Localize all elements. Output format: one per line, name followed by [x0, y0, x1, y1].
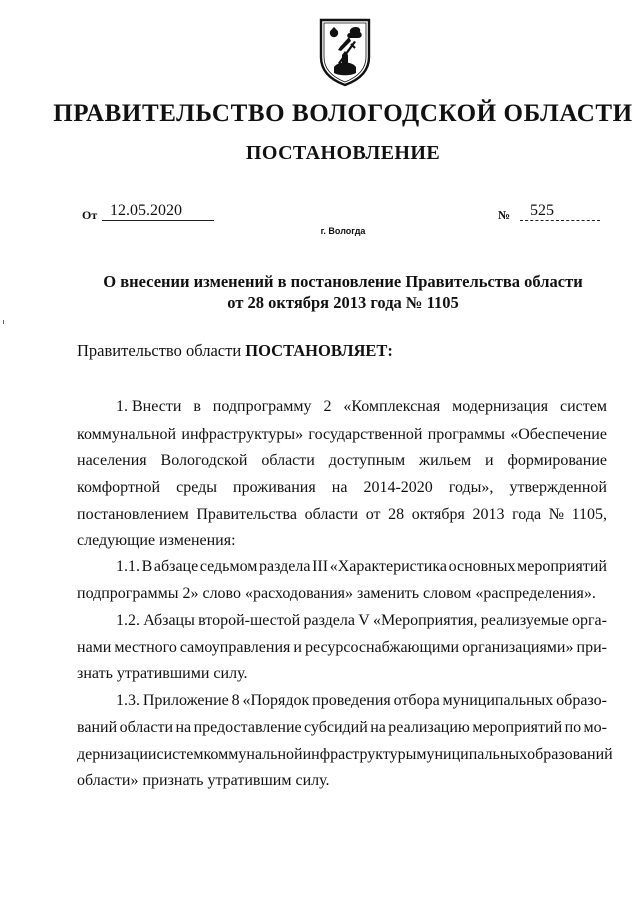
word: дернизации — [77, 746, 157, 763]
word: октября — [411, 506, 465, 523]
word: субсидий — [304, 719, 368, 736]
word: абзаце — [153, 558, 199, 575]
word: Приложение — [142, 692, 229, 709]
word: мероприятий — [472, 719, 563, 736]
word: раздела — [303, 612, 355, 629]
word: коммунальной — [203, 746, 303, 763]
word: самоуправления — [179, 639, 291, 656]
word: ресурсоснабжающими — [305, 639, 460, 656]
word: систем — [559, 398, 607, 415]
word: Вологодской — [160, 452, 248, 469]
word: «Обеспечение — [510, 426, 607, 443]
word: реализуемые — [480, 612, 569, 629]
date-prefix-label: От — [82, 208, 98, 222]
word: модернизация — [452, 398, 549, 415]
word: 2 — [323, 398, 332, 415]
word: предоставление — [193, 719, 302, 736]
word: V — [358, 612, 370, 629]
word: реализацию — [388, 719, 470, 736]
paragraph-1-1-line-2: подпрограммы 2» слово «расходования» заменить словом «распределения». — [77, 585, 596, 602]
word: утвержденной — [509, 479, 607, 496]
scan-edge-mark — [3, 320, 4, 324]
number-prefix-label: № — [498, 208, 511, 222]
paragraph-1-line-3 — [77, 451, 607, 471]
word: коммунальной — [77, 426, 177, 443]
word: образо- — [556, 692, 607, 709]
coat-of-arms-icon — [318, 17, 372, 87]
word: муниципальных — [442, 692, 554, 709]
paragraph-1-line-1 — [116, 397, 607, 417]
word: 1.1. — [116, 558, 140, 575]
document-date: 12.05.2020 — [102, 202, 214, 221]
paragraph-1-2-line-3: знать утратившими силу. — [77, 665, 248, 682]
preamble-keyword: ПОСТАНОВЛЯЕТ: — [245, 341, 393, 360]
word: Правительства — [196, 506, 297, 523]
paragraph-1-3-line-2 — [77, 718, 607, 738]
word: в — [193, 398, 201, 415]
word: В — [141, 558, 153, 575]
word: Абзацы — [143, 612, 195, 629]
paragraph-1-line-4 — [77, 478, 607, 498]
word: систем — [156, 746, 204, 763]
word: раздела — [259, 558, 311, 575]
word: седьмом — [199, 558, 258, 575]
word: 1. Внести — [116, 398, 182, 415]
word: «Характеристика — [329, 558, 447, 575]
preamble — [77, 341, 393, 361]
paragraph-1-line-6: следующие изменения: — [77, 532, 236, 549]
word: 28 — [388, 506, 405, 523]
document-type-heading: ПОСТАНОВЛЕНИЕ — [245, 142, 441, 164]
paragraph-1-line-5 — [77, 505, 607, 525]
word: организациями» — [462, 639, 574, 656]
word: области — [119, 719, 174, 736]
word: и — [293, 639, 302, 656]
word: программы — [427, 426, 505, 443]
word: проживания — [233, 479, 316, 496]
word: годы», — [448, 479, 494, 496]
word: отбора — [393, 692, 440, 709]
word: 1105, — [571, 506, 607, 523]
word: комфортной — [77, 479, 161, 496]
subject-line-1: О внесении изменений в постановление Правительства области — [103, 272, 583, 291]
paragraph-1-3-line-3 — [77, 745, 613, 765]
word: при- — [576, 639, 607, 656]
word: мо- — [583, 719, 607, 736]
word: инфраструктуры — [302, 746, 417, 763]
word: № — [548, 506, 564, 523]
word: среды — [176, 479, 217, 496]
word: государственной — [308, 426, 423, 443]
word: проведения — [312, 692, 391, 709]
word: «Мероприятия, — [373, 612, 478, 629]
word: 2014-2020 — [363, 479, 433, 496]
word: жильем — [419, 452, 472, 469]
word: доступным — [328, 452, 406, 469]
word: орга- — [571, 612, 607, 629]
word: на — [331, 479, 348, 496]
word: постановлением — [77, 506, 189, 523]
document-number: 525 — [520, 202, 600, 221]
word: «Порядок — [242, 692, 310, 709]
word: формирование — [507, 452, 607, 469]
paragraph-1-2-line-1 — [116, 611, 607, 631]
word: от — [365, 506, 381, 523]
word: населения — [77, 452, 147, 469]
word: года — [512, 506, 542, 523]
word: по — [564, 719, 582, 736]
subject-line-2: от 28 октября 2013 года № 1105 — [227, 293, 459, 312]
word: на — [175, 719, 192, 736]
word: нами — [77, 639, 112, 656]
word: муниципальных — [416, 746, 528, 763]
word: 1.2. — [116, 612, 140, 629]
paragraph-1-line-2 — [77, 425, 607, 445]
word: III — [312, 558, 329, 575]
paragraph-1-3-line-1 — [116, 691, 607, 711]
word: «Комплексная — [343, 398, 441, 415]
government-title: ПРАВИТЕЛЬСТВО ВОЛОГОДСКОЙ ОБЛАСТИ — [53, 100, 633, 127]
city-label: г. Вологда — [320, 226, 366, 236]
word: 2013 — [472, 506, 505, 523]
word: на — [370, 719, 386, 736]
word: образований — [527, 746, 613, 763]
word: подпрограмму — [212, 398, 312, 415]
word: 8 — [231, 692, 240, 709]
word: 1.3. — [116, 692, 140, 709]
paragraph-1-2-line-2 — [77, 638, 607, 658]
preamble-text: Правительство области — [77, 341, 242, 360]
word: инфраструктуры» — [181, 426, 304, 443]
word: ваний — [77, 719, 118, 736]
word: второй-шестой — [198, 612, 301, 629]
word: области — [304, 506, 359, 523]
word: области — [261, 452, 315, 469]
paragraph-1-1-line-1 — [116, 557, 607, 577]
word: основных — [448, 558, 516, 575]
word: мероприятий — [517, 558, 607, 575]
document-subject — [0, 271, 640, 313]
paragraph-1-3-line-4: области» признать утратившим силу. — [77, 772, 330, 789]
word: местного — [114, 639, 177, 656]
word: и — [485, 452, 494, 469]
